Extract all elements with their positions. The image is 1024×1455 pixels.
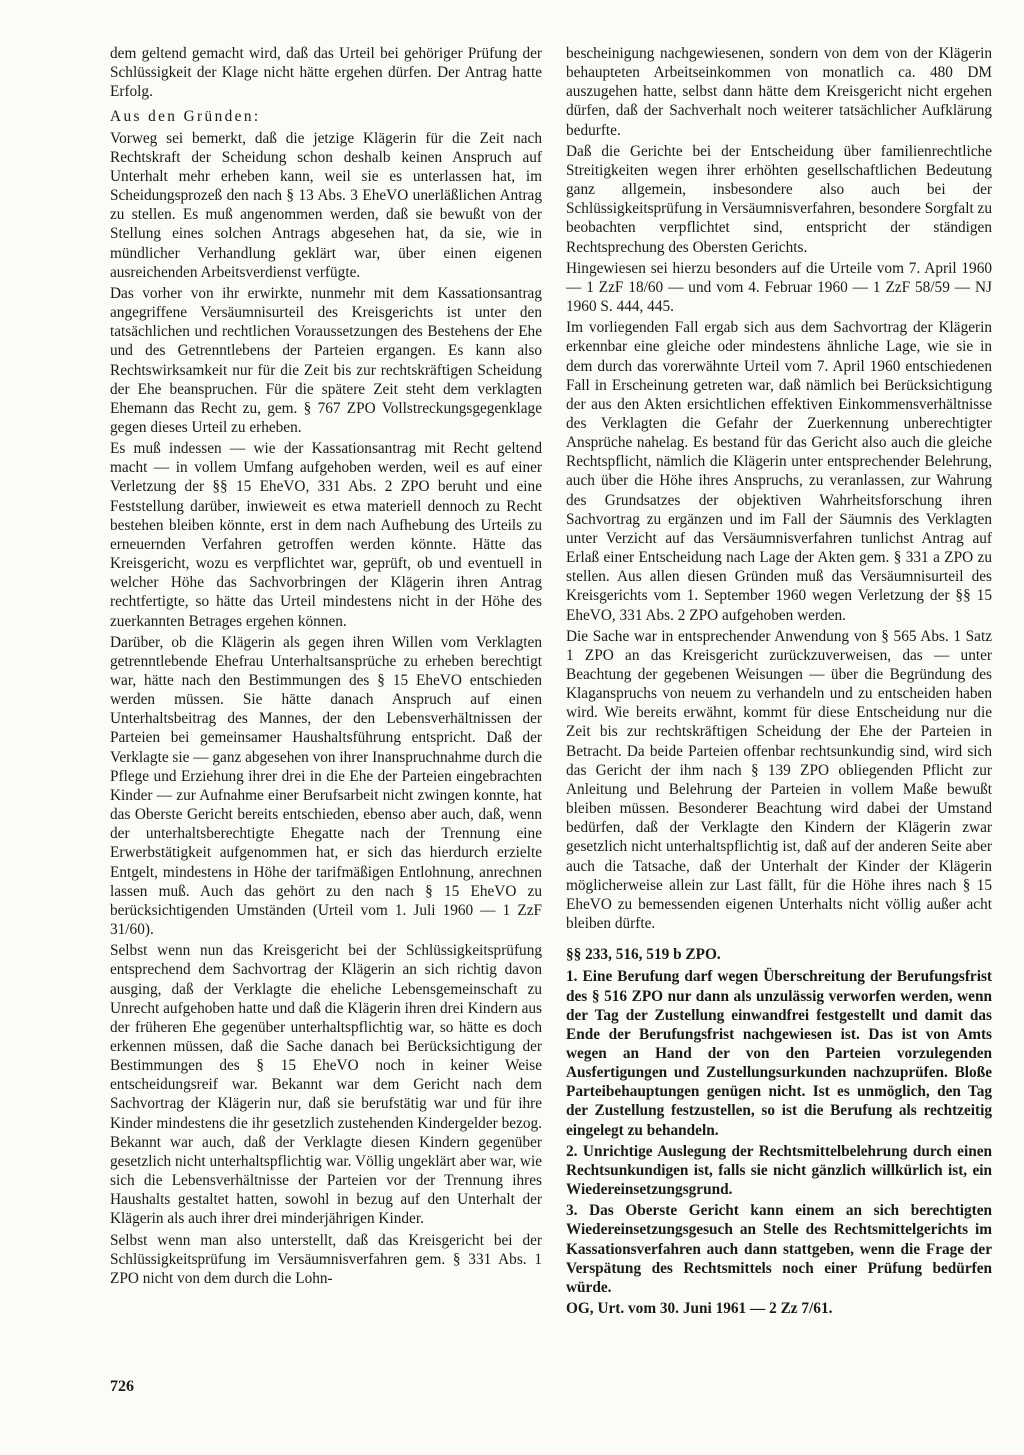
ruling-point: 2. Unrichtige Auslegung der Rechtsmittelbelehrung durch einen Rechtsunkundigen ist, falls sie nicht gänzlich willkürlich ist, ein Wiedereinsetzungsgrund. bbox=[566, 1142, 992, 1199]
paragraph: Daß die Gerichte bei der Entscheidung über familienrechtliche Streitigkeiten wegen ihrer erhöhten gesellschaftlichen Bedeutung ganz allgemein, insbesondere also auch bei der Schlüssigkeitsprüfung in Versäumnisverfahren, besondere Sorgfalt zu beobachten verpflichtet sind, entspricht der ständigen Rechtsprechung des Obersten Gerichts. bbox=[566, 142, 992, 256]
paragraph: Das vorher von ihr erwirkte, nunmehr mit dem Kassationsantrag angegriffene Versäumnisurteil des Kreisgerichts ist unter den tatsächlichen und rechtlichen Voraussetzungen des Bestehens der Ehe und des Getrenntlebens der Parteien ergangen. Es kann also Rechtswirksamkeit nur für die Zeit bis zur rechtskräftigen Scheidung der Ehe beanspruchen. Für die spätere Zeit steht dem verklagten Ehemann das Recht zu, gem. § 767 ZPO Vollstreckungsgegenklage gegen dieses Urteil zu erheben. bbox=[110, 284, 542, 436]
paragraph: bescheinigung nachgewiesenen, sondern von dem von der Klägerin behaupteten Arbeitseinkommen von monatlich ca. 480 DM auszugehen hatte, selbst dann hätte dem Kreisgericht nicht ergehen dürfen, daß der Sachverhalt noch weiterer tatsächlicher Aufklärung bedurfte. bbox=[566, 45, 992, 139]
paragraph: Im vorliegenden Fall ergab sich aus dem Sachvortrag der Klägerin erkennbar eine gleiche oder mindestens ähnliche Lage, wie sie in dem durch das vorerwähnte Urteil vom 7. April 1960 entschiedenen Fall in Erscheinung getreten war, daß nämlich bei Berücksichtigung der aus den Akten ersichtlichen effektiven Einkommensverhältnisse des Verklagten die Gefahr der Zuerkennung unberechtigter Ansprüche nahelag. Es bestand für das Gericht also auch die gleiche Rechtspflicht, nämlich die Klägerin unter entsprechender Belehrung, auch über die Höhe ihres Anspruchs, zu veranlassen, zur Wahrung des Grundsatzes der objektiven Wahrheitsforschung ihren Sachvortrag zu ergänzen und im Fall der Säumnis des Verklagten unter Verzicht auf das Versäumnisverfahren tunlichst Antrag auf Erlaß einer Entscheidung nach Lage der Akten gem. § 331 a ZPO zu stellen. Aus allen diesen Gründen muß das Versäumnisurteil des Kreisgerichts vom 1. September 1960 wegen Verletzung der §§ 15 EheVO, 331 Abs. 2 ZPO aufgehoben werden. bbox=[566, 319, 992, 624]
ruling-point: 3. Das Oberste Gericht kann einem an sich berechtigten Wiedereinsetzungsgesuch an Stelle des Rechtsmittelgerichts im Kassationsverfahren auch dann stattgeben, wenn die Frage der Verspätung des Rechtsmittels noch einer Prüfung bedürfen würde. bbox=[566, 1202, 992, 1296]
paragraph: Selbst wenn nun das Kreisgericht bei der Schlüssigkeitsprüfung entsprechend dem Sachvortrag der Klägerin an sich richtig davon ausging, daß der Verklagte die eheliche Lebensgemeinschaft zu Unrecht aufgehoben hatte und daß die Klägerin ihren drei Kindern aus der früheren Ehe gegenüber unterhaltspflichtig war, so hätte es doch erkennen müssen, daß die Sache danach bei Berücksichtigung der Bestimmungen des § 15 EheVO noch in keiner Weise entscheidungsreif war. Bekannt war dem Gericht nach dem Sachvortrag der Klägerin nur, daß sie berufstätig war und für ihre Kinder mindestens die ihr gesetzlich zustehenden Kindergelder bezog. Bekannt war auch, daß der Verklagte diesen Kindern gegenüber gesetzlich nicht unterhaltspflichtig war. Völlig ungeklärt aber war, wie sich die Lebensverhältnisse der Parteien vor der Trennung ihres Haushalts gestaltet hatten, sowohl in bezug auf den Unterhalt der Klägerin als auch ihrer drei minderjährigen Kinder. bbox=[110, 942, 542, 1228]
paragraph: Die Sache war in entsprechender Anwendung von § 565 Abs. 1 Satz 1 ZPO an das Kreisgericht zurückzuverweisen, das — unter Beachtung der gegebenen Weisungen — über die Begründung des Klaganspruchs von neuem zu verhandeln und zu entscheiden haben wird. Wie bereits erwähnt, kommt für diese Entscheidung nur die Zeit bis zur rechtskräftigen Scheidung der Ehe der Parteien in Betracht. Da beide Parteien offenbar rechtsunkundig sind, wird sich das Gericht der ihm nach § 139 ZPO obliegenden Pflicht zur Anleitung und Belehrung der Parteien in vollem Maße bewußt bleiben müssen. Besonderer Beachtung wird dabei der Umstand bedürfen, daß der Verklagte den Kindern der Klägerin zwar gesetzlich nicht unterhaltspflichtig ist, daß auf der anderen Seite aber auch die Tatsache, daß der Unterhalt der Kinder der Klägerin möglicherweise allein zur Last fällt, für die Höhe ihres nach § 15 EheVO zu bemessenden eigenen Unterhalts nicht völlig außer acht bleiben dürfte. bbox=[566, 627, 992, 933]
left-column bbox=[110, 44, 542, 1290]
paragraph: Vorweg sei bemerkt, daß die jetzige Klägerin für die Zeit nach Rechtskraft der Scheidung schon deshalb keinen Anspruch auf Unterhalt mehr erheben kann, weil sie es unterlassen hat, im Scheidungsprozeß den nach § 13 Abs. 3 EheVO unerläßlichen Antrag zu stellen. Es muß angenommen werden, daß sie bewußt von der Stellung eines solchen Antrags abgesehen hat, da sie, wie in mündlicher Verhandlung geklärt war, über einen eigenen ausreichenden Arbeitsverdienst verfügte. bbox=[110, 129, 542, 281]
paragraph: Selbst wenn man also unterstellt, daß das Kreisgericht bei der Schlüssigkeitsprüfung im Versäumnisverfahren gem. § 331 Abs. 1 ZPO nicht von dem durch die Lohn- bbox=[110, 1231, 542, 1287]
court-citation: OG, Urt. vom 30. Juni 1961 — 2 Zz 7/61. bbox=[566, 1300, 833, 1317]
ruling-headnotes bbox=[566, 967, 992, 1318]
page-number: 726 bbox=[110, 1378, 134, 1395]
paragraph: dem geltend gemacht wird, daß das Urteil bei gehöriger Prüfung der Schlüssigkeit der Klage nicht hätte ergehen dürfen. Der Antrag hatte Erfolg. bbox=[110, 45, 542, 101]
paragraph: Hingewiesen sei hierzu besonders auf die Urteile vom 7. April 1960 — 1 ZzF 18/60 — und vom 4. Februar 1960 — 1 ZzF 58/59 — NJ 1960 S. 444, 445. bbox=[566, 259, 992, 316]
right-column bbox=[566, 44, 992, 1320]
ruling-reference: §§ 233, 516, 519 b ZPO. bbox=[566, 946, 721, 964]
paragraph: Darüber, ob die Klägerin als gegen ihren Willen vom Verklagten getrenntlebende Ehefrau Unterhaltsansprüche zu erheben berechtigt war, hätte nach den Bestimmungen des § 15 EheVO entschieden werden müssen. Sie hätte danach Anspruch auf einen Unterhaltsbeitrag des Mannes, der den Lebensverhältnissen der Parteien bei gemeinsamer Haushaltsführung entspricht. Daß der Verklagte sie — ganz abgesehen von ihrer Inanspruchnahme durch die Pflege und Erziehung ihrer drei in die Ehe der Parteien eingebrachten Kinder — zur Aufnahme einer Berufsarbeit nicht zwingen konnte, hat das Oberste Gericht bereits entschieden, ebenso aber auch, daß, wenn der unterhaltsberechtigte Ehegatte nach der Trennung eine Erwerbstätigkeit aufgenommen hat, er sich das hierdurch erzielte Entgelt, mindestens in Höhe der tarifmäßigen Entlohnung, anrechnen lassen muß. Auch das gehört zu den nach § 15 EheVO zu berücksichtigenden Umständen (Urteil vom 1. Juli 1960 — 1 ZzF 31/60). bbox=[110, 633, 542, 939]
paragraph: Es muß indessen — wie der Kassationsantrag mit Recht geltend macht — in vollem Umfang aufgehoben werden, weil es auf einer Verletzung der §§ 15 EheVO, 331 Abs. 2 ZPO beruht und eine Feststellung darüber, inwieweit es etwa materiell dennoch zu Recht bestehen bleiben könnte, erst in dem nach Aufhebung des Urteils zu erneuernden Verfahren getroffen werden könnte. Hätte das Kreisgericht, wozu es verpflichtet war, geprüft, ob und eventuell in welcher Höhe das Sachvorbringen der Klägerin ihren Antrag rechtfertigte, so hätte das Urteil mindestens nicht in der Höhe des zuerkannten Betrages ergehen können. bbox=[110, 440, 542, 630]
section-heading: Aus den Gründen: bbox=[110, 108, 261, 126]
ruling-point: 1. Eine Berufung darf wegen Überschreitung der Berufungsfrist des § 516 ZPO nur dann als unzulässig verworfen werden, wenn der Tag der Zustellung einwandfrei festgestellt und damit das Ende der Berufungsfrist nachgewiesen ist. Das ist von Amts wegen an Hand der von den Parteien vorzulegenden Ausfertigungen und Zustellungsurkunden nachzuprüfen. Bloße Parteibehauptungen genügen nicht. Ist es unmöglich, den Tag der Zustellung festzustellen, so ist die Berufung als rechtzeitig eingelegt zu behandeln. bbox=[566, 968, 992, 1139]
